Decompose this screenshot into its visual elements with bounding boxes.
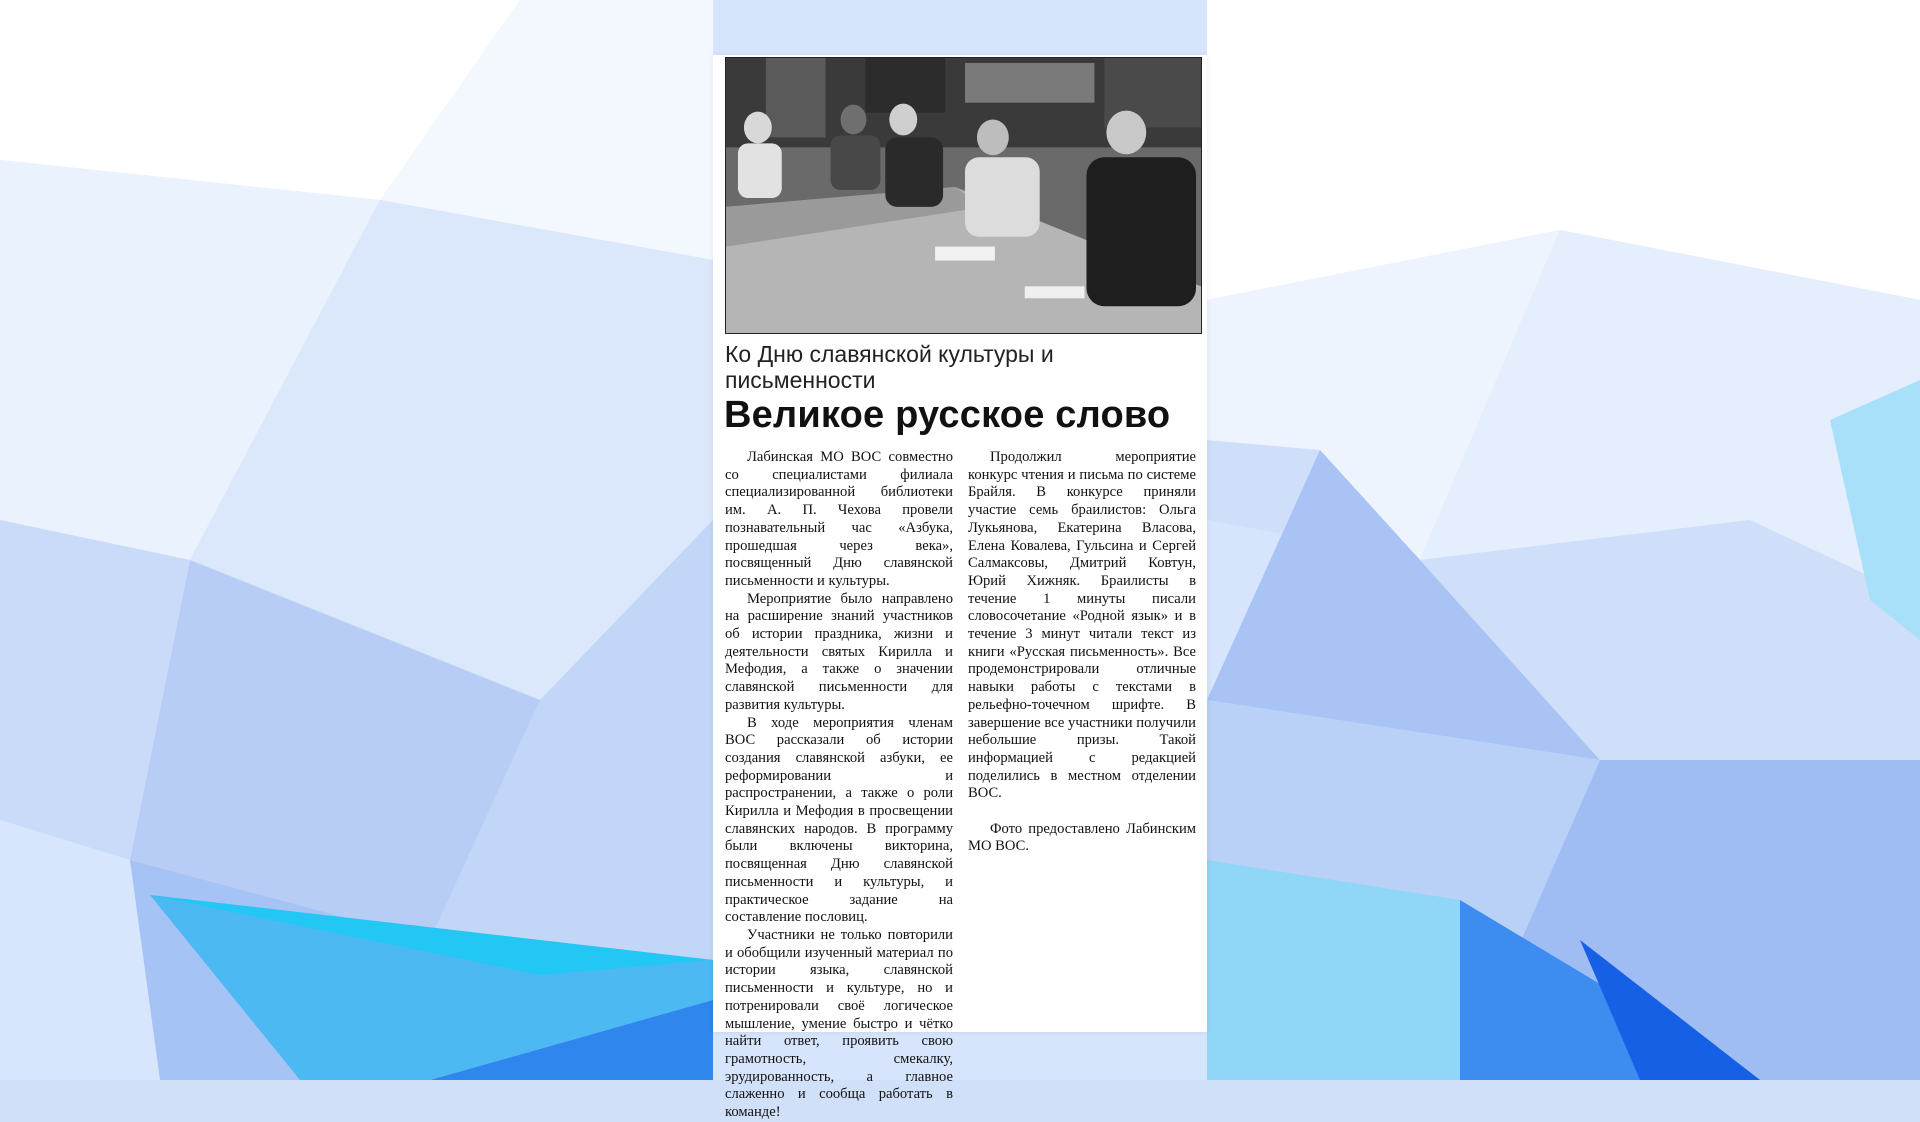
article-column-right bbox=[968, 449, 1196, 856]
article-photo bbox=[725, 57, 1202, 334]
article-column-left bbox=[725, 449, 953, 1122]
article-kicker: Ко Дню славянской культуры и письменности bbox=[725, 341, 1054, 393]
article-headline: Великое русское слово bbox=[724, 394, 1171, 436]
paragraph: Лабинская МО ВОС совместно со специалистами филиала специализированной библиотеки им. А. П. Чехова провели познавательный час «Азбука, прошедшая через века», посвященный Дню славянской письменности и культуры. bbox=[725, 449, 953, 589]
photo-credit: Фото предоставлено Лабинским МО ВОС. bbox=[968, 820, 1196, 855]
paragraph: Продолжил мероприятие конкурс чтения и письма по системе Брайля. В конкурсе приняли участие семь браилистов: Ольга Лукьянова, Екатерина Власова, Елена Ковалева, Гульсина и Сергей Салмаксовы, Дмитрий Ковтун, Юрий Хижняк. Браилисты в течение 1 минуты писали словосочетание «Родной язык» и в течение 3 минут читали текст из книги «Русская письменность». Все продемонстрировали отличные навыки работы с текстами в рельефно-точечном шрифте. В завершение все участники получили небольшие призы. Такой информацией с редакцией поделились в местном отделении ВОС. bbox=[968, 449, 1196, 802]
paragraph: Участники не только повторили и обобщили изученный материал по истории языка, славянской письменности и культуре, но и потренировали своё логическое мышление, умение быстро и чётко найти ответ, проявить свою грамотность, смекалку, эрудированность, а главное слаженно и сообща работать в команде! bbox=[725, 926, 953, 1121]
photo-image bbox=[726, 58, 1201, 333]
paragraph: Мероприятие было направлено на расширение знаний участников об истории праздника, жизни и деятельности святых Кирилла и Мефодия, а также о значении славянской письменности для развития культуры. bbox=[725, 590, 953, 713]
newspaper-clipping bbox=[713, 55, 1207, 1121]
paragraph: В ходе мероприятия членам ВОС рассказали об истории создания славянской азбуки, ее реформировании и распространении, а также о роли Кирилла и Мефодия в просвещении славянских народов. В программу были включены викторина, посвященная Дню славянской письменности и культуры, и практическое задание на составление пословиц. bbox=[725, 714, 953, 926]
